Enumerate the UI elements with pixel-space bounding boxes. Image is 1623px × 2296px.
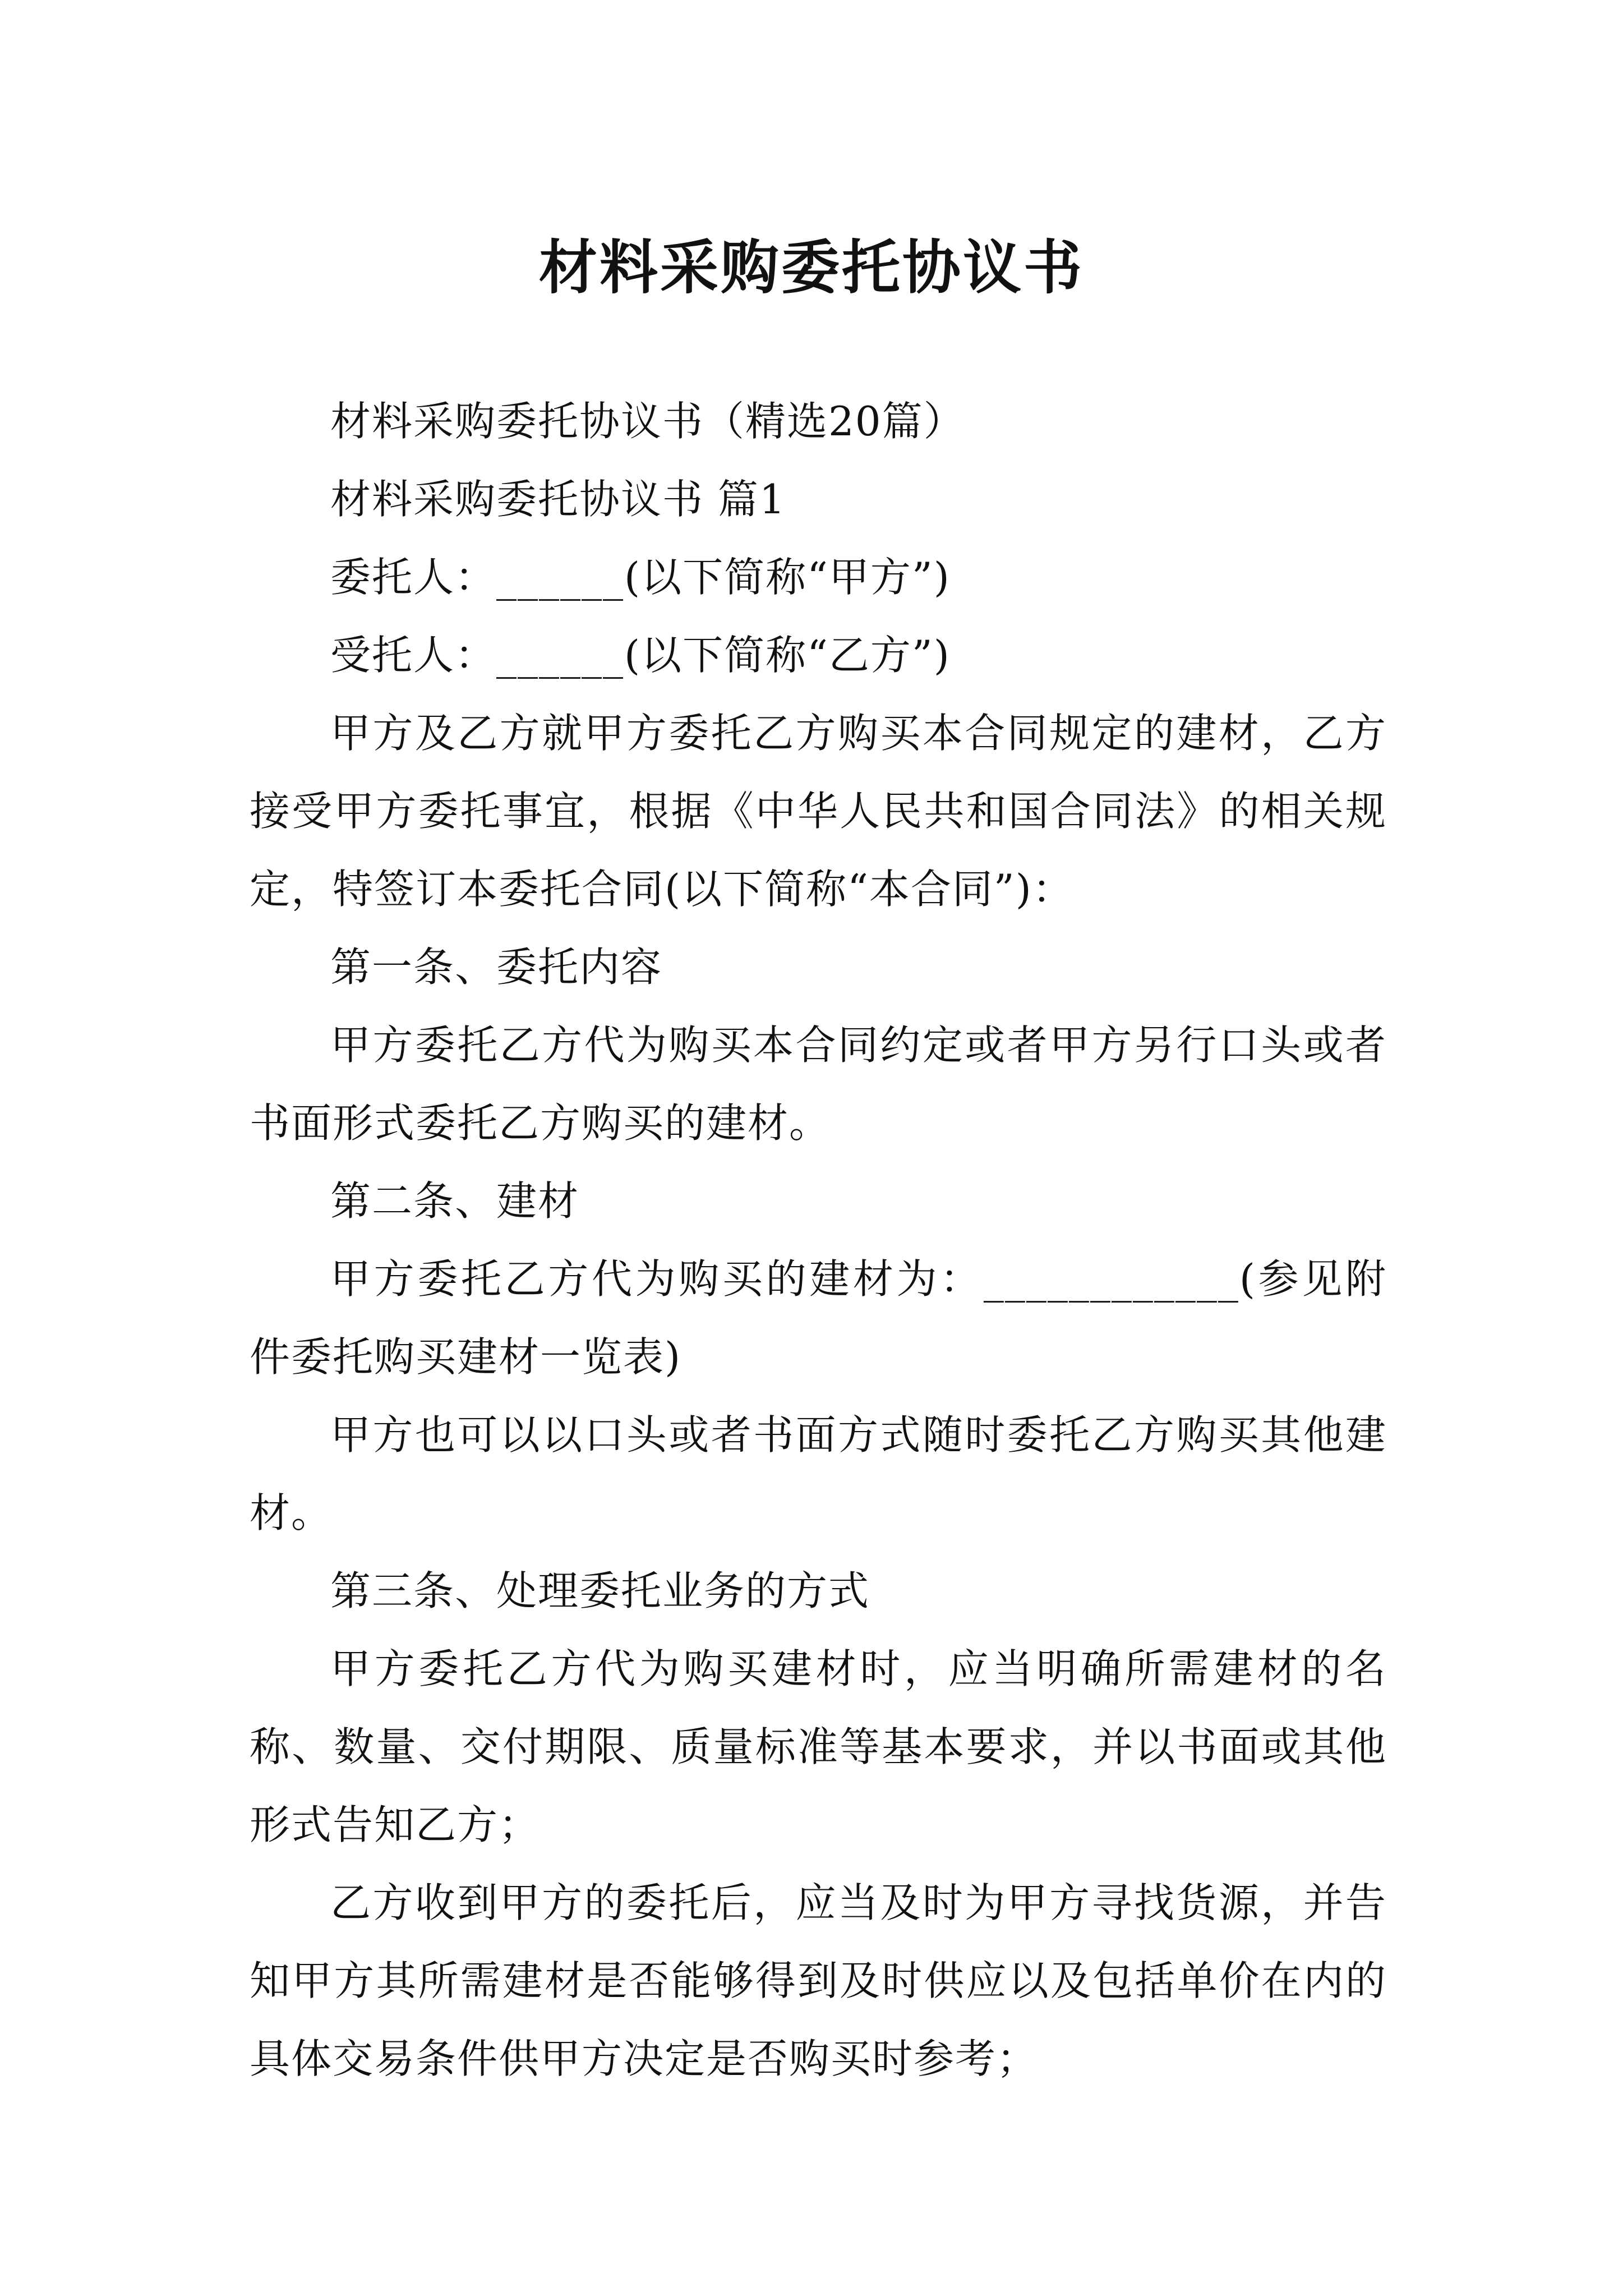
article-heading: 第二条、建材 bbox=[330, 1177, 580, 1225]
document-body bbox=[250, 383, 1387, 2098]
section-heading: 材料采购委托协议书 篇1 bbox=[330, 476, 786, 523]
body-paragraph: 乙方收到甲方的委托后，应当及时为甲方寻找货源，并告知甲方其所需建材是否能够得到及时供应以及包括单价在内的具体交易条件供甲方决定是否购买时参考； bbox=[250, 1879, 1387, 2082]
article-heading: 第一条、委托内容 bbox=[330, 944, 663, 991]
body-paragraph: 甲方及乙方就甲方委托乙方购买本合同规定的建材，乙方接受甲方委托事宜，根据《中华人民共和国合同法》的相关规定，特签订本委托合同(以下简称“本合同”)： bbox=[250, 710, 1387, 913]
body-paragraph: 甲方也可以以口头或者书面方式随时委托乙方购买其他建材。 bbox=[250, 1411, 1387, 1536]
subtitle-paragraph: 材料采购委托协议书（精选20篇） bbox=[330, 398, 965, 445]
principal-line: 委托人：______(以下简称“甲方”) bbox=[330, 554, 951, 601]
body-paragraph: 甲方委托乙方代为购买的建材为：____________(参见附件委托购买建材一览表) bbox=[250, 1255, 1387, 1381]
agent-line: 受托人：______(以下简称“乙方”) bbox=[330, 632, 951, 679]
article-heading: 第三条、处理委托业务的方式 bbox=[330, 1567, 870, 1614]
document-title: 材料采购委托协议书 bbox=[538, 232, 1084, 302]
body-paragraph: 甲方委托乙方代为购买建材时，应当明确所需建材的名称、数量、交付期限、质量标准等基本要求，并以书面或其他形式告知乙方； bbox=[250, 1645, 1387, 1848]
body-paragraph: 甲方委托乙方代为购买本合同约定或者甲方另行口头或者书面形式委托乙方购买的建材。 bbox=[250, 1022, 1387, 1147]
